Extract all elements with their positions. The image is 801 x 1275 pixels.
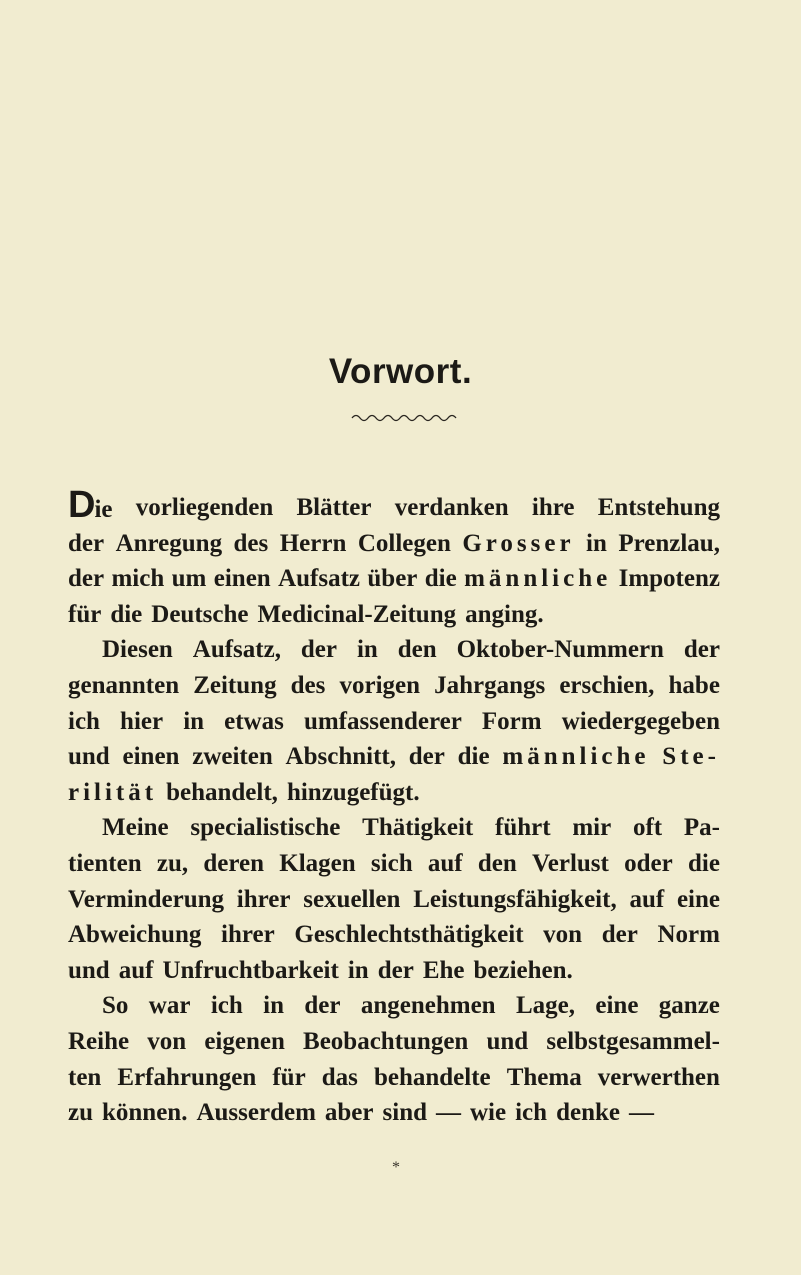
word: behandelt, xyxy=(166,778,278,806)
word: der xyxy=(304,992,341,1020)
word: den xyxy=(477,849,517,877)
word: von xyxy=(543,921,583,949)
word: ihrer xyxy=(236,885,291,913)
word: männliche xyxy=(464,565,612,593)
word: sich xyxy=(370,849,413,877)
word: das xyxy=(321,1063,358,1091)
word: der xyxy=(68,565,105,593)
word: specialistische xyxy=(190,814,341,842)
word: zu xyxy=(68,1099,93,1127)
word: die xyxy=(110,600,143,628)
word: in xyxy=(263,992,284,1020)
word: der xyxy=(68,529,105,557)
word: Zeitung xyxy=(193,671,277,699)
text-line xyxy=(68,988,720,1024)
word: auf xyxy=(427,849,463,877)
text-line xyxy=(68,1060,720,1096)
word: So xyxy=(102,992,129,1020)
word: der xyxy=(601,921,638,949)
text-line xyxy=(68,632,720,668)
word: ganze xyxy=(658,992,720,1020)
word: für xyxy=(272,1063,306,1091)
word: ich xyxy=(68,707,100,735)
page-title: Vorwort. xyxy=(328,352,473,391)
word: der xyxy=(408,743,445,771)
word: über xyxy=(367,565,418,593)
word: Erfahrungen xyxy=(117,1063,257,1091)
word: genannten xyxy=(68,671,180,699)
text-line xyxy=(68,739,720,775)
word: eigenen xyxy=(204,1027,285,1055)
word: Form xyxy=(481,707,542,735)
word: einen xyxy=(213,565,271,593)
text-line xyxy=(68,668,720,704)
word: Verminderung xyxy=(68,885,225,913)
word: die xyxy=(457,743,490,771)
text-line xyxy=(68,1024,720,1060)
body-text xyxy=(68,484,720,1131)
word: ich xyxy=(515,1099,548,1127)
word: in xyxy=(356,636,378,664)
word: aber xyxy=(324,1099,374,1127)
word: Medicinal-Zeitung xyxy=(257,600,457,628)
word: und xyxy=(68,743,110,771)
word: angenehmen xyxy=(360,992,496,1020)
word: verwerthen xyxy=(597,1063,720,1091)
word: deren xyxy=(203,849,265,877)
word: des xyxy=(233,529,269,557)
word: ich xyxy=(210,992,243,1020)
word: Prenzlau, xyxy=(618,529,720,557)
word: und xyxy=(68,956,110,984)
word: Abschnitt, xyxy=(285,743,396,771)
word: Reihe xyxy=(68,1027,130,1055)
word: war xyxy=(148,992,191,1020)
word: der xyxy=(300,636,337,664)
word: zweiten xyxy=(192,743,273,771)
word: Unfruchtbarkeit xyxy=(162,956,339,984)
word: denke xyxy=(556,1099,620,1127)
word: männliche xyxy=(502,743,650,771)
word: Collegen xyxy=(357,529,451,557)
word: ihre xyxy=(531,494,575,521)
text-line xyxy=(68,810,720,846)
word: eine xyxy=(676,885,720,913)
word: anging. xyxy=(465,600,544,628)
text-line xyxy=(68,917,720,953)
word: und xyxy=(486,1027,529,1055)
word: Abweichung xyxy=(68,921,202,949)
word: für xyxy=(68,600,102,628)
word: mich xyxy=(111,565,165,593)
word: Lage, xyxy=(515,992,575,1020)
word: Aufsatz, xyxy=(192,636,281,664)
text-line xyxy=(68,775,720,811)
word: in xyxy=(586,529,607,557)
word: Oktober-Nummern xyxy=(456,636,664,664)
word: Thema xyxy=(506,1063,582,1091)
word: in xyxy=(183,707,205,735)
word: hinzugefügt. xyxy=(286,778,420,806)
word: selbstgesammel- xyxy=(546,1027,720,1055)
word: um xyxy=(171,565,207,593)
text-line xyxy=(68,882,720,918)
word: beziehen. xyxy=(473,956,573,984)
word: Thätigkeit xyxy=(362,814,474,842)
word: tienten xyxy=(68,849,142,877)
word: die xyxy=(424,565,457,593)
word: behandelte xyxy=(373,1063,491,1091)
word: wie xyxy=(470,1099,507,1127)
word: Entstehung xyxy=(597,494,720,521)
word: die xyxy=(687,849,720,877)
word: Impotenz xyxy=(618,565,720,593)
word: führt xyxy=(495,814,551,842)
drop-cap: D xyxy=(68,484,96,526)
text-line xyxy=(68,953,720,989)
word: Deutsche xyxy=(151,600,249,628)
word: habe xyxy=(668,671,720,699)
word: den xyxy=(397,636,437,664)
word: ten xyxy=(68,1063,102,1091)
word: Norm xyxy=(657,921,720,949)
word: Geschlechtsthätigkeit xyxy=(294,921,524,949)
text-line xyxy=(68,704,720,740)
word: einen xyxy=(122,743,180,771)
signature-mark: * xyxy=(392,1159,400,1176)
word: vorigen xyxy=(339,671,421,699)
word: von xyxy=(147,1027,187,1055)
word: Jahrgangs xyxy=(434,671,546,699)
word: hier xyxy=(120,707,164,735)
word: Verlust xyxy=(532,849,609,877)
word: Anregung xyxy=(115,529,223,557)
word: ihrer xyxy=(221,921,275,949)
word: oder xyxy=(624,849,673,877)
word: Meine xyxy=(102,814,169,842)
word: sexuellen xyxy=(303,885,401,913)
word: erschien, xyxy=(559,671,655,699)
word: wiedergegeben xyxy=(561,707,720,735)
word: etwas xyxy=(224,707,284,735)
word: — xyxy=(436,1099,461,1127)
word: der xyxy=(377,956,414,984)
word: umfassenderer xyxy=(303,707,462,735)
word: auf xyxy=(629,885,665,913)
word: Diesen xyxy=(102,636,173,664)
text-line xyxy=(68,526,720,562)
word: Blätter xyxy=(296,494,372,521)
word: Aufsatz xyxy=(278,565,361,593)
word: Ausserdem xyxy=(196,1099,316,1127)
word: mir xyxy=(572,814,612,842)
word: in xyxy=(347,956,369,984)
word: sind xyxy=(382,1099,427,1127)
word: des xyxy=(290,671,326,699)
word: Ste- xyxy=(662,743,720,771)
word: Pa- xyxy=(683,814,720,842)
word: können. xyxy=(102,1099,188,1127)
word: oft xyxy=(632,814,663,842)
word: verdanken xyxy=(394,494,509,521)
word: Grosser xyxy=(462,529,575,557)
word: rilität xyxy=(68,778,158,806)
word: — xyxy=(628,1099,654,1127)
word: Herrn xyxy=(279,529,347,557)
word: Leistungsfähigkeit, xyxy=(413,885,617,913)
word: der xyxy=(683,636,720,664)
word: Klagen xyxy=(279,849,356,877)
text-line xyxy=(68,561,720,597)
word: auf xyxy=(118,956,154,984)
word: zu, xyxy=(156,849,189,877)
text-line xyxy=(68,484,720,526)
text-line xyxy=(68,597,720,633)
word: Ehe xyxy=(422,956,465,984)
first-word: Die xyxy=(68,484,113,526)
word: eine xyxy=(595,992,639,1020)
text-line xyxy=(68,1095,720,1131)
word: Beobachtungen xyxy=(303,1027,469,1055)
wavy-line-ornament-icon xyxy=(350,410,460,424)
word: vorliegenden xyxy=(135,494,274,521)
text-line xyxy=(68,846,720,882)
